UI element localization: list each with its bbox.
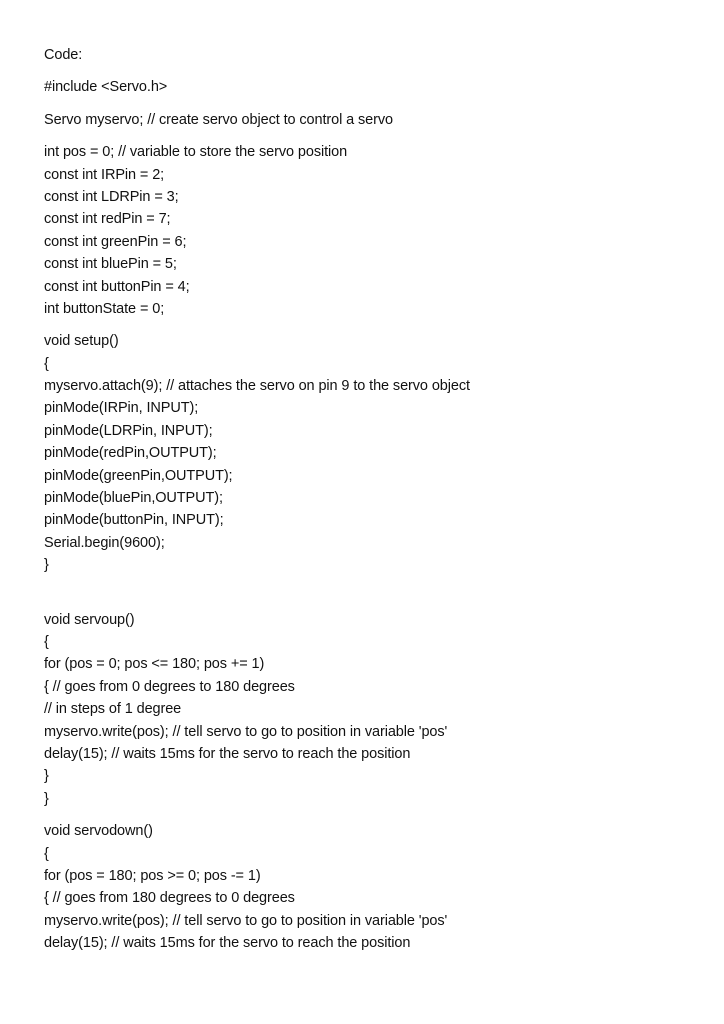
- include-block: [44, 76, 704, 98]
- code-line: const int LDRPin = 3;: [44, 188, 179, 205]
- code-line: for (pos = 180; pos >= 0; pos -= 1): [44, 867, 261, 884]
- servo-declaration-block: [44, 109, 704, 131]
- code-line: }: [44, 790, 49, 807]
- code-line: #include <Servo.h>: [44, 79, 168, 96]
- code-line: }: [44, 768, 49, 785]
- code-line: pinMode(bluePin,OUTPUT);: [44, 490, 223, 507]
- code-line: { // goes from 180 degrees to 0 degrees: [44, 890, 295, 907]
- code-line: int pos = 0; // variable to store the servo position: [44, 144, 348, 161]
- code-line: myservo.write(pos); // tell servo to go to position in variable 'pos': [44, 912, 448, 929]
- code-line: const int greenPin = 6;: [44, 233, 187, 250]
- code-line: pinMode(IRPin, INPUT);: [44, 400, 199, 417]
- code-line: const int redPin = 7;: [44, 211, 171, 228]
- code-line: pinMode(buttonPin, INPUT);: [44, 512, 224, 529]
- code-line: void servodown(): [44, 823, 153, 840]
- code-line: delay(15); // waits 15ms for the servo to reach the position: [44, 935, 411, 952]
- variables-block: [44, 141, 704, 320]
- code-line: Servo myservo; // create servo object to control a servo: [44, 111, 393, 128]
- code-line: void servoup(): [44, 611, 135, 628]
- code-line: pinMode(greenPin,OUTPUT);: [44, 467, 233, 484]
- code-line: Serial.begin(9600);: [44, 534, 165, 551]
- code-line: const int buttonPin = 4;: [44, 278, 190, 295]
- code-line: { // goes from 0 degrees to 180 degrees: [44, 678, 295, 695]
- code-line: {: [44, 355, 49, 372]
- document-heading: Code:: [44, 47, 83, 63]
- servoup-function-block: [44, 609, 704, 811]
- code-line: delay(15); // waits 15ms for the servo to reach the position: [44, 745, 411, 762]
- code-line: myservo.attach(9); // attaches the servo on pin 9 to the servo object: [44, 378, 470, 395]
- setup-function-block: [44, 330, 704, 576]
- code-line: int buttonState = 0;: [44, 300, 165, 317]
- servodown-function-block: [44, 820, 704, 954]
- code-line: {: [44, 633, 49, 650]
- code-line: pinMode(redPin,OUTPUT);: [44, 445, 217, 462]
- code-line: {: [44, 845, 49, 862]
- code-line: for (pos = 0; pos <= 180; pos += 1): [44, 656, 265, 673]
- code-line: const int IRPin = 2;: [44, 166, 165, 183]
- code-line: void setup(): [44, 333, 119, 350]
- code-document: [44, 44, 704, 954]
- code-line: const int bluePin = 5;: [44, 256, 177, 273]
- code-line: pinMode(LDRPin, INPUT);: [44, 422, 213, 439]
- code-line: myservo.write(pos); // tell servo to go to position in variable 'pos': [44, 723, 448, 740]
- code-line: }: [44, 557, 49, 574]
- code-line: // in steps of 1 degree: [44, 701, 182, 718]
